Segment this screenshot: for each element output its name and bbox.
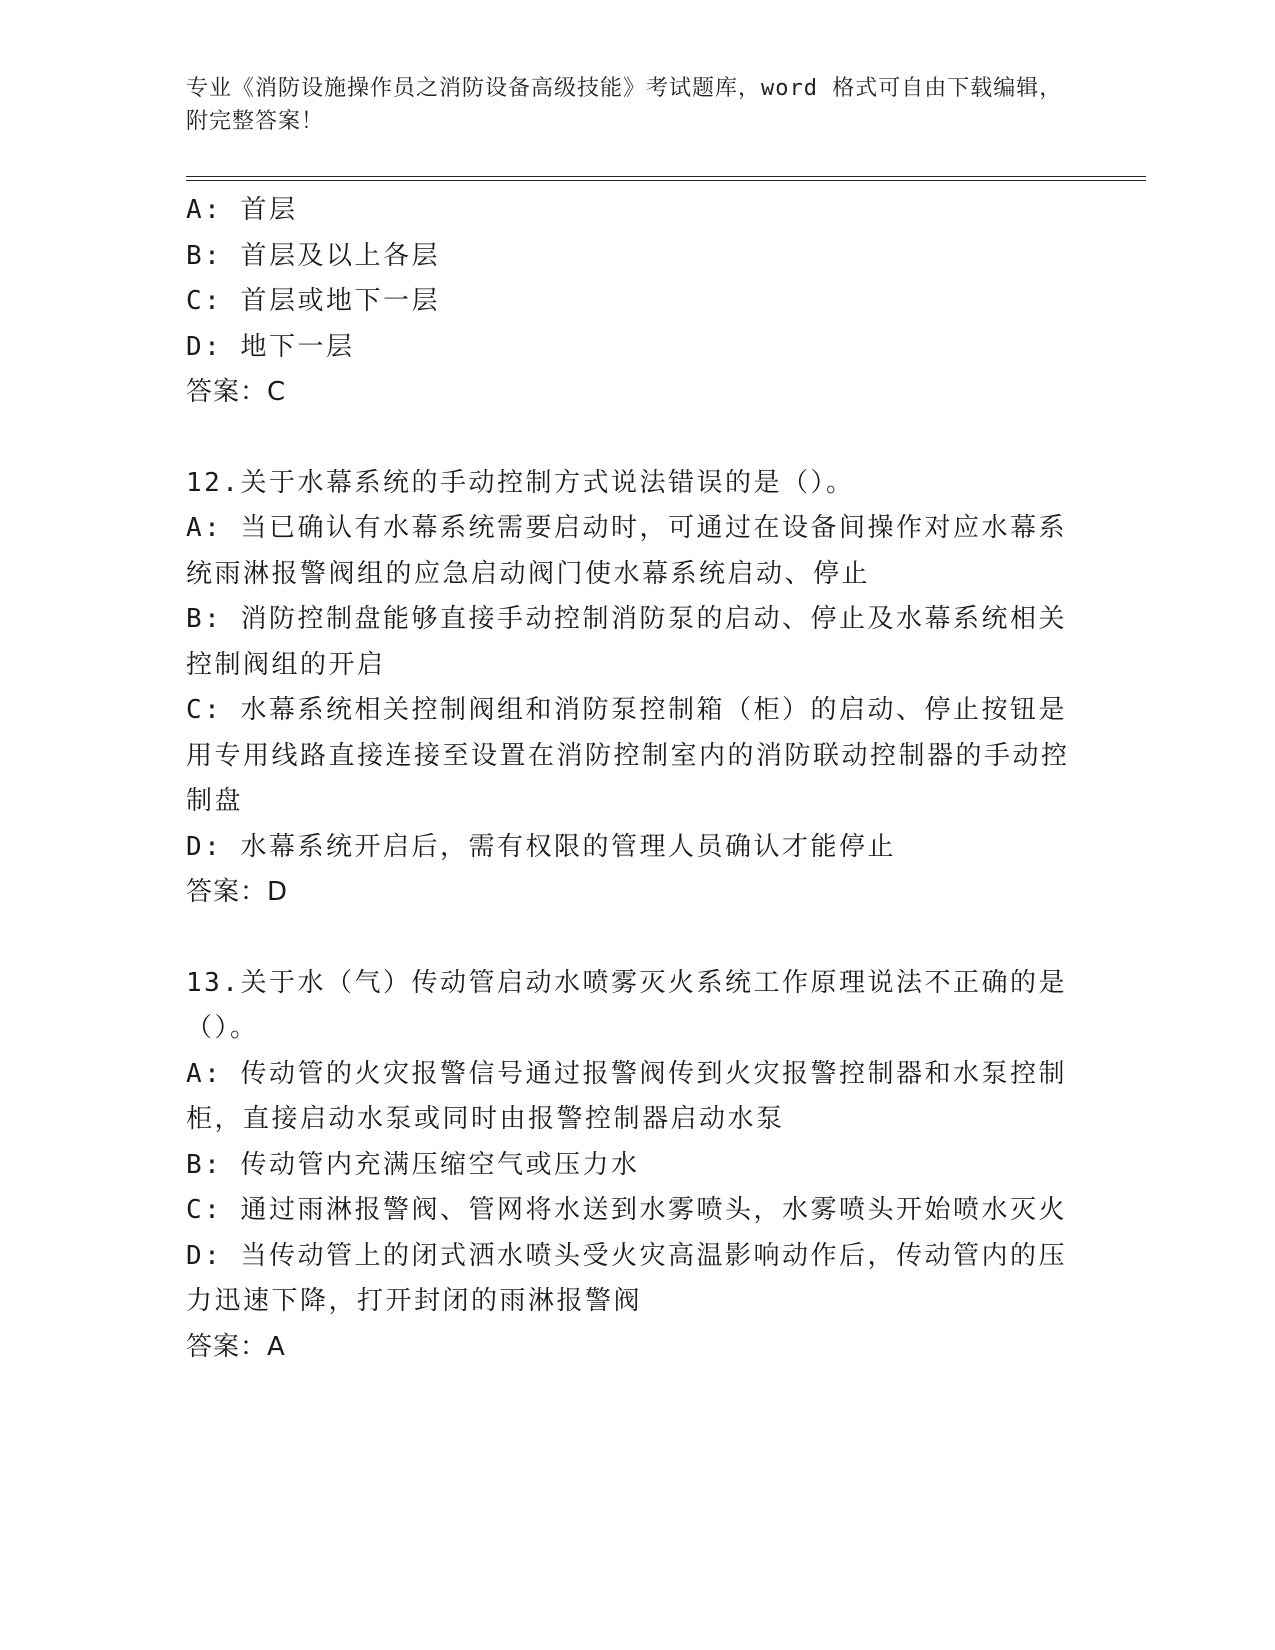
option-d: D: 地下一层 [186,331,355,362]
page-header: 专业《消防设施操作员之消防设备高级技能》考试题库，word 格式可自由下载编辑，附完整答案！ [186,76,1063,134]
question-stem: 13.关于水（气）传动管启动水喷雾灭火系统工作原理说法不正确的是（）。 [186,967,1067,1043]
question-content [186,188,1076,1370]
spacer [186,916,1076,961]
spacer [186,416,1076,461]
answer-line: 答案：A [186,1331,286,1362]
previous-question [186,188,1076,416]
option-b: B: 消防控制盘能够直接手动控制消防泵的启动、停止及水幕系统相关控制阀组的开启 [186,604,1067,680]
option-b: B: 传动管内充满压缩空气或压力水 [186,1149,640,1180]
option-d: D: 当传动管上的闭式洒水喷头受火灾高温影响动作后，传动管内的压力迅速下降，打开封闭的雨淋报警阀 [186,1240,1067,1316]
header-rule-top [186,176,1146,177]
question-12 [186,461,1076,916]
question-13 [186,961,1076,1371]
option-c: C: 水幕系统相关控制阀组和消防泵控制箱（柜）的启动、停止按钮是用专用线路直接连接至设置在消防控制室内的消防联动控制器的手动控制盘 [186,695,1070,816]
question-stem: 12.关于水幕系统的手动控制方式说法错误的是（）。 [186,467,855,498]
option-a: A: 传动管的火灾报警信号通过报警阀传到火灾报警控制器和水泵控制柜，直接启动水泵或同时由报警控制器启动水泵 [186,1058,1067,1134]
answer-line: 答案：C [186,377,287,407]
option-a: A: 首层 [186,195,298,225]
option-c: C: 通过雨淋报警阀、管网将水送到水雾喷头，水雾喷头开始喷水灭火 [186,1195,1067,1225]
header-rule-bottom [186,180,1146,181]
option-b: B: 首层及以上各层 [186,240,440,271]
option-a: A: 当已确认有水幕系统需要启动时，可通过在设备间操作对应水幕系统雨淋报警阀组的应急启动阀门使水幕系统启动、停止 [186,513,1067,589]
option-c: C: 首层或地下一层 [186,286,440,316]
answer-line: 答案：D [186,877,289,907]
option-d: D: 水幕系统开启后，需有权限的管理人员确认才能停止 [186,831,896,862]
